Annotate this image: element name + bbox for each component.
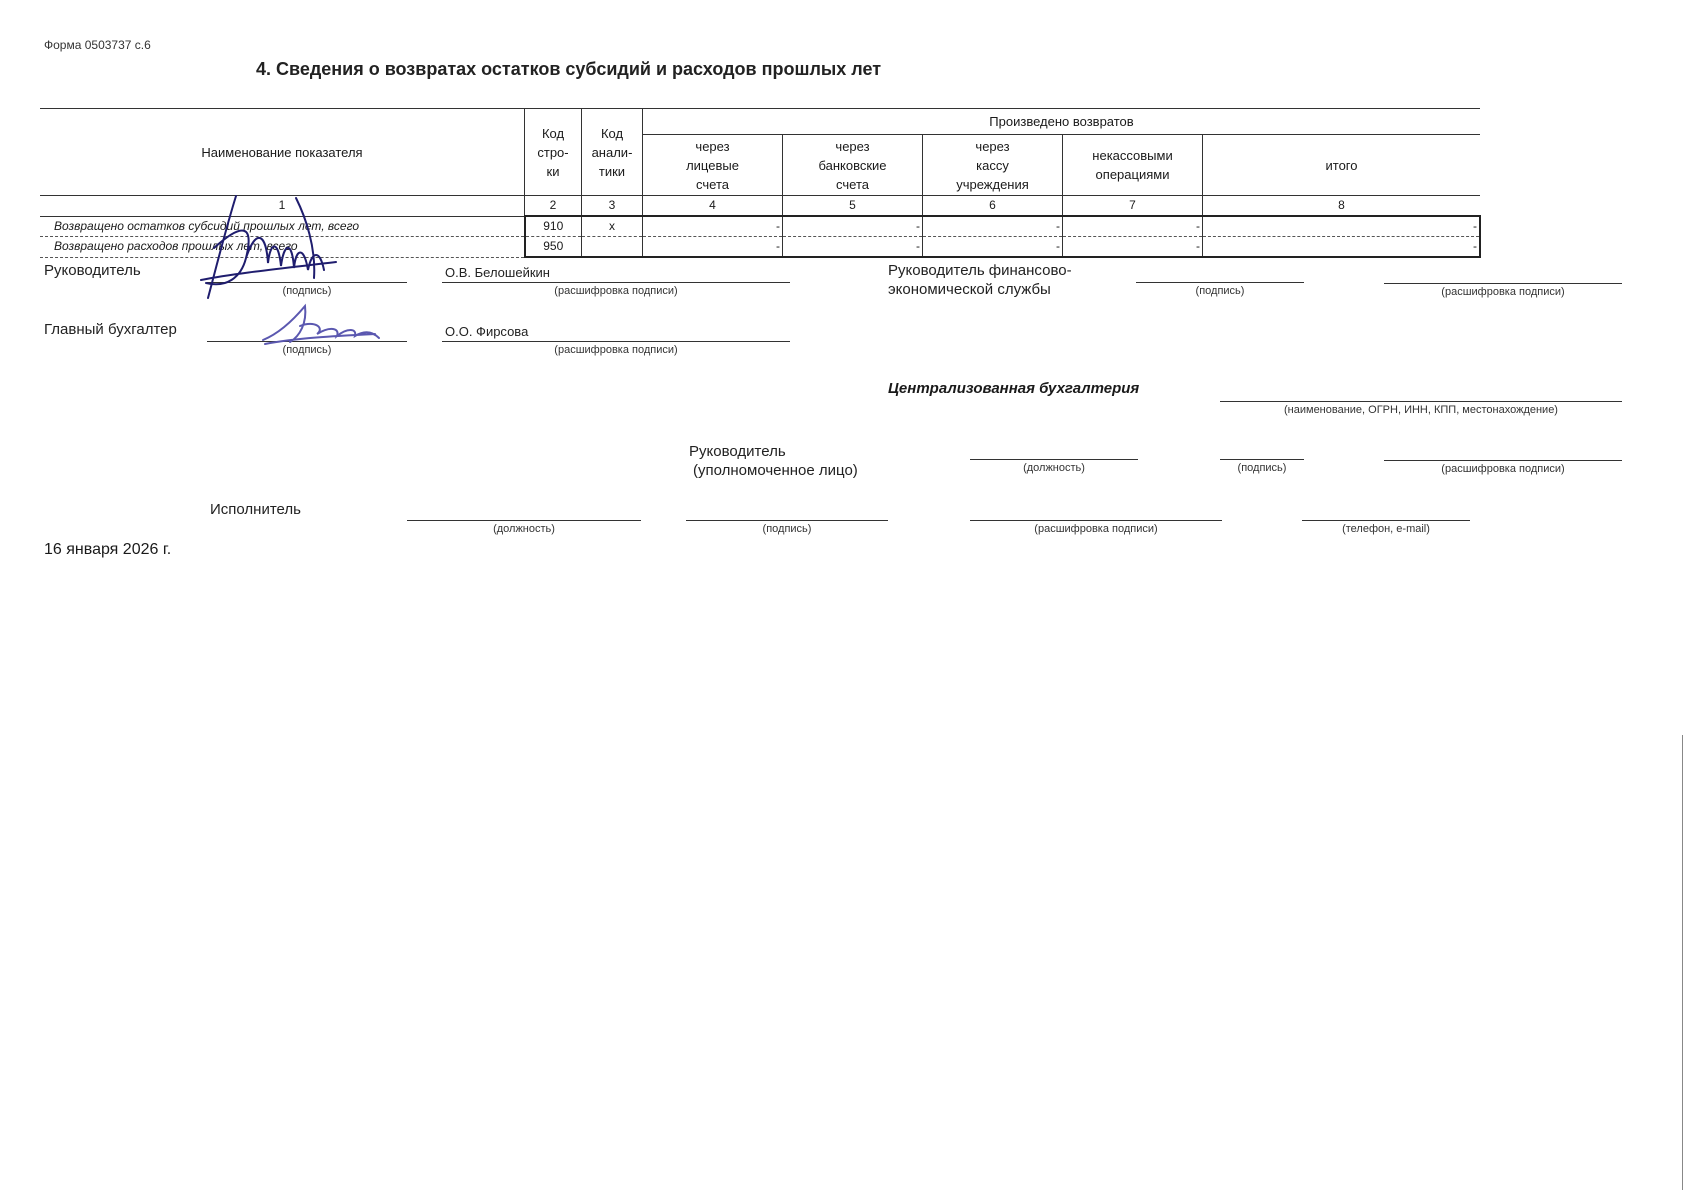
chief-accountant-name: О.О. Фирсова bbox=[445, 324, 529, 339]
auth-head-decode-caption: (расшифровка подписи) bbox=[1441, 463, 1565, 475]
chief-accountant-decode-caption: (расшифровка подписи) bbox=[554, 344, 678, 356]
auth-head-signature-caption: (подпись) bbox=[1237, 462, 1287, 474]
row-value-8: - bbox=[1203, 237, 1481, 258]
auth-head-label-1: Руководитель bbox=[689, 443, 786, 460]
fin-head-signature-caption: (подпись) bbox=[1195, 285, 1245, 297]
fin-head-label-1: Руководитель финансово- bbox=[888, 262, 1072, 279]
col-number-5: 5 bbox=[783, 196, 923, 217]
col-bank-header: через банковские счета bbox=[783, 135, 923, 196]
row-value-6: - bbox=[923, 216, 1063, 237]
executor-label: Исполнитель bbox=[210, 501, 301, 518]
col-number-4: 4 bbox=[643, 196, 783, 217]
head-signature-caption: (подпись) bbox=[282, 285, 332, 297]
fin-head-label-2: экономической службы bbox=[888, 281, 1051, 298]
row-analytics: x bbox=[582, 216, 643, 237]
central-accounting-title: Централизованная бухгалтерия bbox=[888, 380, 1140, 397]
col-number-2: 2 bbox=[525, 196, 582, 217]
chief-accountant-label: Главный бухгалтер bbox=[44, 321, 177, 338]
row-analytics bbox=[582, 237, 643, 258]
head-decode-line bbox=[442, 282, 790, 283]
section-title: 4. Сведения о возвратах остатков субсидий и расходов прошлых лет bbox=[256, 59, 882, 79]
col-number-3: 3 bbox=[582, 196, 643, 217]
col-cash-header: через кассу учреждения bbox=[923, 135, 1063, 196]
row-value-7: - bbox=[1063, 216, 1203, 237]
row-code: 950 bbox=[525, 237, 582, 258]
head-decode-caption: (расшифровка подписи) bbox=[554, 285, 678, 297]
col-number-6: 6 bbox=[923, 196, 1063, 217]
executor-signature-line bbox=[686, 520, 888, 521]
chief-accountant-handwritten-signature bbox=[255, 298, 385, 348]
auth-head-position-caption: (должность) bbox=[1023, 462, 1085, 474]
executor-position-caption: (должность) bbox=[493, 523, 555, 535]
row-value-5: - bbox=[783, 237, 923, 258]
executor-phone-line bbox=[1302, 520, 1470, 521]
head-name: О.В. Белошейкин bbox=[445, 265, 550, 280]
col-accounts-header: через лицевые счета bbox=[643, 135, 783, 196]
auth-head-label-2: (уполномоченное лицо) bbox=[693, 462, 858, 479]
col-number-1: 1 bbox=[40, 196, 525, 217]
row-name: Возвращено расходов прошлых лет, всего bbox=[40, 237, 525, 258]
row-value-6: - bbox=[923, 237, 1063, 258]
chief-accountant-decode-line bbox=[442, 341, 790, 342]
row-name: Возвращено остатков субсидий прошлых лет, всего bbox=[40, 216, 525, 237]
executor-decode-caption: (расшифровка подписи) bbox=[1034, 523, 1158, 535]
col-number-7: 7 bbox=[1063, 196, 1203, 217]
row-value-4: - bbox=[643, 216, 783, 237]
fin-head-signature-line bbox=[1136, 282, 1304, 283]
group-header-returns: Произведено возвратов bbox=[643, 109, 1481, 135]
executor-phone-caption: (телефон, e-mail) bbox=[1342, 523, 1430, 535]
row-code: 910 bbox=[525, 216, 582, 237]
col-total-header: итого bbox=[1325, 157, 1358, 173]
auth-head-signature-line bbox=[1220, 459, 1304, 460]
chief-accountant-signature-caption: (подпись) bbox=[282, 344, 332, 356]
central-accounting-caption: (наименование, ОГРН, ИНН, КПП, местонахождение) bbox=[1284, 404, 1558, 416]
executor-position-line bbox=[407, 520, 641, 521]
row-value-5: - bbox=[783, 216, 923, 237]
col-number-8: 8 bbox=[1203, 196, 1481, 217]
row-value-4: - bbox=[643, 237, 783, 258]
form-code: Форма 0503737 с.6 bbox=[44, 38, 151, 52]
fin-head-decode-line bbox=[1384, 283, 1622, 284]
fin-head-decode-caption: (расшифровка подписи) bbox=[1441, 286, 1565, 298]
head-label: Руководитель bbox=[44, 262, 141, 279]
col-noncash-header: некассовыми операциями bbox=[1063, 135, 1203, 196]
scan-edge-line bbox=[1682, 735, 1683, 1190]
executor-signature-caption: (подпись) bbox=[762, 523, 812, 535]
col-analytics-header: Код анали- тики bbox=[582, 109, 643, 196]
central-accounting-line bbox=[1220, 401, 1622, 402]
row-value-7: - bbox=[1063, 237, 1203, 258]
row-value-8: - bbox=[1203, 216, 1481, 237]
auth-head-decode-line bbox=[1384, 460, 1622, 461]
auth-head-position-line bbox=[970, 459, 1138, 460]
executor-decode-line bbox=[970, 520, 1222, 521]
document-date: 16 января 2026 г. bbox=[44, 541, 172, 558]
col-name-header: Наименование показателя bbox=[40, 109, 525, 196]
col-code-header: Код стро- ки bbox=[525, 109, 582, 196]
